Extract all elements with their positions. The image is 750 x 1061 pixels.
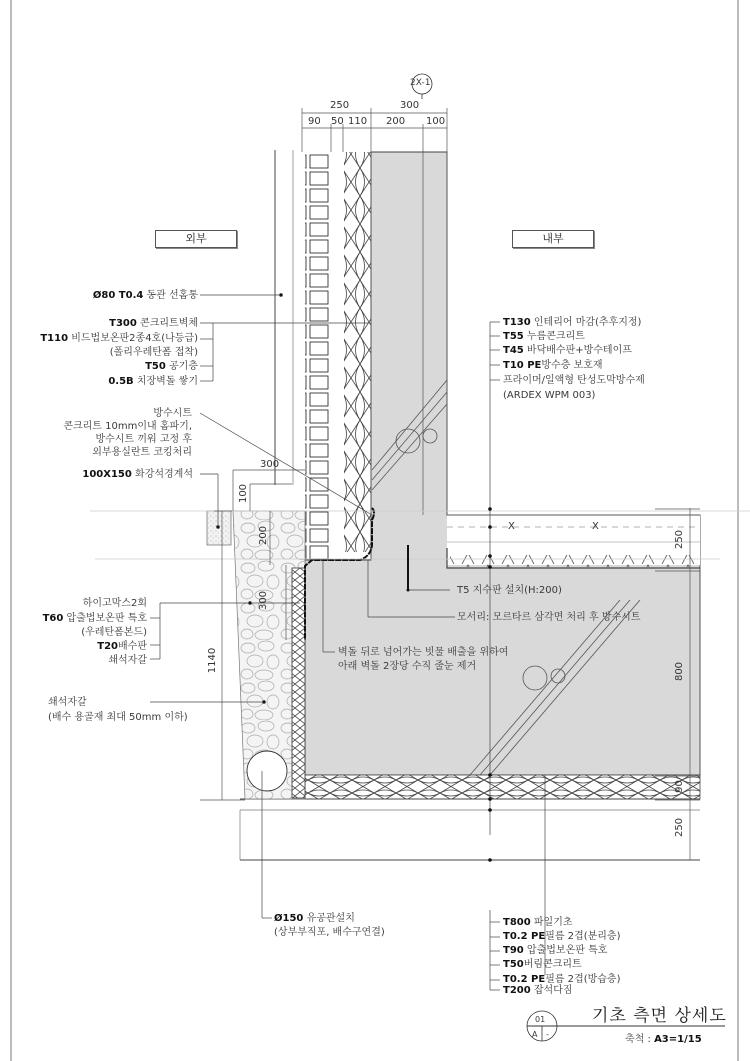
callout-weep-0: 벽돌 뒤로 넘어가는 빗물 배출을 위하여: [338, 647, 509, 658]
callout-gravel-1: (배수 용골재 최대 50mm 이하): [48, 712, 188, 723]
drawing-number: 01: [535, 1015, 546, 1024]
callout-floor-0: T130 인테리어 마감(추후지정): [503, 317, 642, 328]
callout-waterproof-0: 방수시트: [153, 408, 192, 419]
dim-1140: 1140: [207, 647, 219, 674]
callout-floor-1: T55 누름콘크리트: [503, 331, 585, 342]
dim-50: 50: [331, 116, 344, 127]
sheet-sub: -: [546, 1030, 549, 1039]
callout-foundation-0: 하이고막스2회: [82, 598, 147, 609]
drawing-title: 기초 측면 상세도: [592, 1006, 727, 1026]
slab-marker-1: X: [508, 521, 515, 532]
exterior-tag: 외부: [155, 230, 237, 248]
dim-curb-100: 100: [238, 483, 250, 504]
callout-base-4: T0.2 PE필름 2겹(방습층): [503, 974, 621, 985]
interior-tag: 내부: [512, 230, 594, 248]
callout-foundation-2: (우레탄폼본드): [81, 627, 147, 638]
callout-curb: 100X150 화강석경계석: [82, 469, 193, 480]
callout-wall-3: T50 공기층: [145, 361, 198, 372]
sheet-letter: A: [532, 1030, 538, 1039]
perforated-drain-pipe: [247, 751, 287, 791]
dim-100: 100: [426, 116, 446, 127]
drawing-scale: 축척 : A3=1/15: [625, 1034, 702, 1045]
callout-gravel-0: 쇄석자갈: [48, 697, 87, 708]
dim-right-250-bottom: 250: [674, 817, 686, 838]
callout-wall-4: 0.5B 치장벽돌 쌓기: [108, 376, 198, 387]
callout-waterstop: T5 지수판 설치(H:200): [457, 585, 562, 596]
callout-base-1: T0.2 PE필름 2겹(분리층): [503, 931, 621, 942]
dim-right-250-top: 250: [674, 529, 686, 550]
callout-foundation-3: T20배수판: [97, 641, 147, 652]
callout-floor-5: (ARDEX WPM 003): [503, 390, 596, 401]
callout-pipe-1: (상부부직포, 배수구연결): [274, 927, 385, 938]
callout-gutter: Ø80 T0.4 동관 선홈통: [92, 290, 198, 301]
callout-floor-3: T10 PE방수층 보호재: [503, 360, 603, 371]
callout-foundation-1: T60 압출법보온판 특호: [42, 613, 147, 624]
dim-gravel-300: 300: [258, 590, 270, 611]
dim-curb-300: 300: [260, 459, 280, 470]
slab-marker-2: X: [592, 521, 599, 532]
dim-top-250: 250: [330, 100, 350, 111]
dim-right-90: 90: [673, 780, 685, 793]
callout-floor-2: T45 바닥배수판+방수테이프: [503, 345, 632, 356]
callout-waterproof-3: 외부용실란트 코킹처리: [92, 447, 192, 458]
dim-gravel-200: 200: [258, 525, 270, 546]
callout-waterproof-2: 방수시트 끼워 고정 후: [95, 434, 192, 445]
callout-wall-2: (폴리우레탄폼 접착): [109, 347, 198, 358]
callout-waterproof-1: 콘크리트 10mm이내 홈파기,: [63, 421, 192, 432]
callout-pipe-0: Ø150 유공관설치: [274, 913, 355, 924]
dim-90: 90: [308, 116, 321, 127]
callout-corner: 모서리: 모르타르 삼각면 처리 후 방수시트: [457, 612, 641, 623]
callout-foundation-4: 쇄석자갈: [108, 655, 147, 666]
callout-wall-0: T300 콘크리트벽체: [109, 318, 198, 329]
callout-floor-4: 프라이머/일액형 탄성도막방수제: [503, 375, 645, 386]
dim-200: 200: [386, 116, 406, 127]
callout-weep-1: 아래 벽돌 2장당 수직 줄눈 제거: [338, 661, 477, 672]
dim-right-800: 800: [674, 661, 686, 682]
callout-base-3: T50버림콘크리트: [503, 959, 582, 970]
dim-110: 110: [348, 116, 368, 127]
callout-base-2: T90 압출법보온판 특호: [503, 945, 608, 956]
dim-top-300: 300: [400, 100, 420, 111]
grid-marker-label: 2X-1: [410, 78, 431, 88]
brick-veneer: [305, 152, 331, 567]
callout-wall-1: T110 비드법보온판2종4호(나등급): [40, 333, 198, 344]
callout-base-5: T200 잡석다짐: [503, 985, 573, 996]
callout-base-0: T800 파일기초: [503, 917, 573, 928]
